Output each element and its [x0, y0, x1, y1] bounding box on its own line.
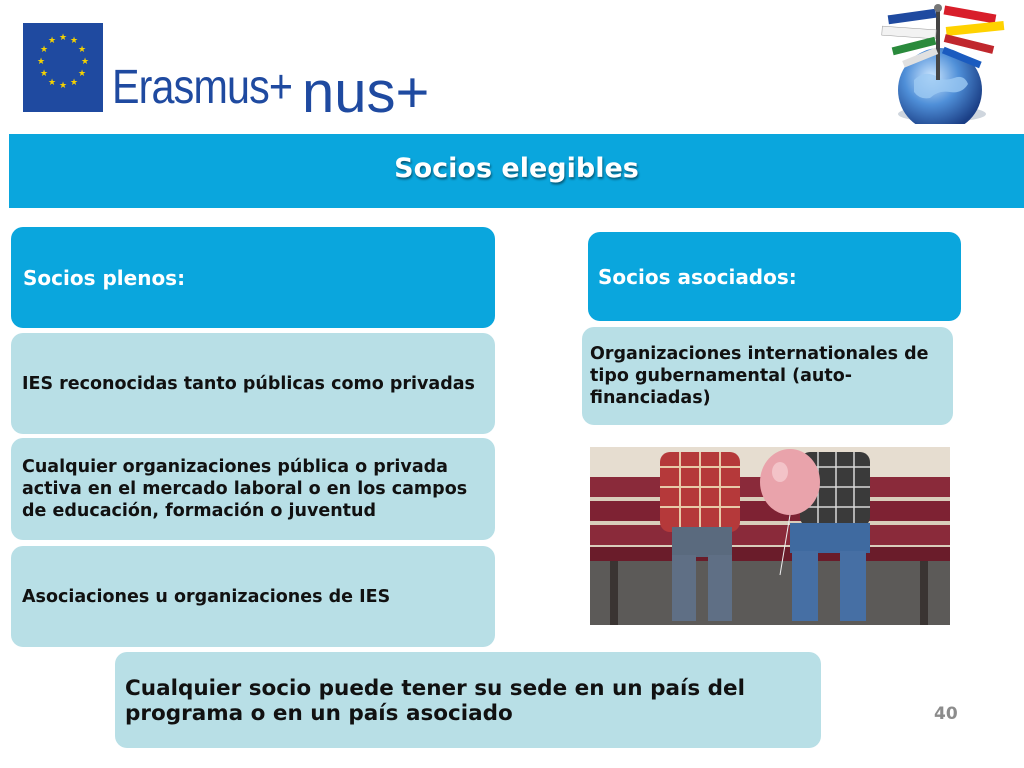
associated-partners-item-text: Organizaciones internationales de tipo gubernamental (auto-financiadas) [590, 344, 929, 408]
eu-flag-icon: ★ ★ ★ ★ ★ ★ ★ ★ ★ ★ ★ ★ [23, 23, 103, 112]
footer-note [115, 652, 821, 748]
full-partners-header-label: Socios plenos: [23, 265, 186, 290]
page-title: Socios elegibles [394, 153, 639, 184]
full-partners-item-text: Asociaciones u organizaciones de IES [22, 586, 391, 607]
full-partners-item-text: IES reconocidas tanto públicas como privadas [22, 373, 475, 394]
full-partners-item [11, 546, 495, 647]
full-partners-item [11, 438, 495, 540]
title-banner [9, 134, 1024, 208]
associated-partners-header-label: Socios asociados: [598, 264, 797, 289]
flags-globe-icon [862, 2, 1022, 124]
associated-partners-item [582, 327, 953, 425]
full-partners-item-text: Cualquier organizaciones pública o privada activa en el mercado laboral o en los campos de educación, formación o juventud [22, 457, 468, 521]
footer-note-text: Cualquier socio puede tener su sede en un país del programa o en un país asociado [125, 676, 745, 726]
full-partners-item [11, 333, 495, 434]
nus-logo-text: nus+ [302, 60, 430, 125]
page-number: 40 [934, 704, 958, 724]
full-partners-header [11, 227, 495, 328]
couple-bench-balloon-photo [590, 447, 950, 625]
associated-partners-header [588, 232, 961, 321]
erasmus-logo-text: Erasmus+ [112, 61, 293, 114]
